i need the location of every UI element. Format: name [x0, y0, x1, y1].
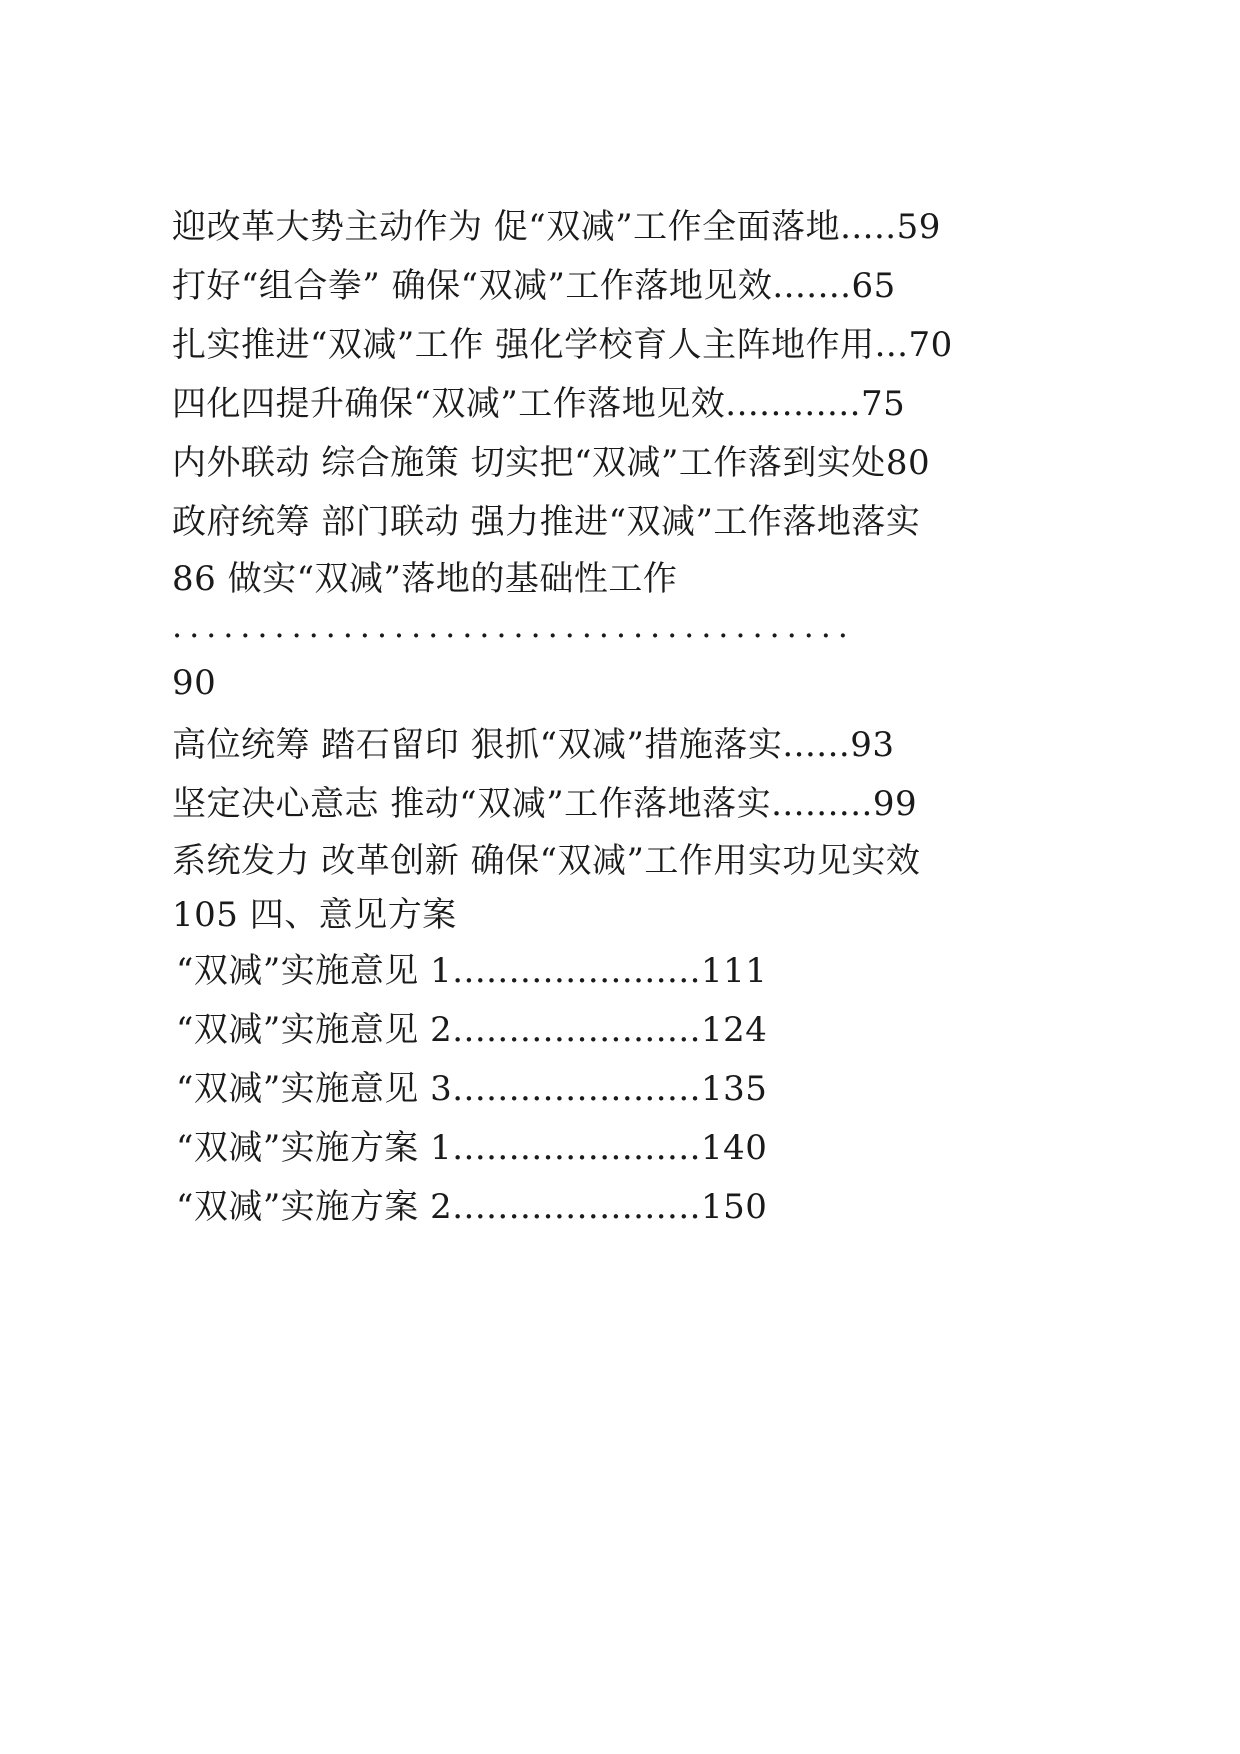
toc-entry: 高位统筹 踏石留印 狠抓“双减”措施落实......93	[172, 725, 895, 765]
toc-entry: 迎改革大势主动作为 促“双减”工作全面落地.....59	[172, 207, 941, 247]
toc-section-heading: 105 四、意见方案	[172, 895, 457, 935]
toc-entry: 扎实推进“双减”工作 强化学校育人主阵地作用...70	[172, 325, 953, 365]
toc-leader-dots: ........................................	[172, 607, 855, 645]
table-of-contents	[172, 198, 1082, 1237]
toc-entry: “双减”实施方案 2......................150	[176, 1187, 768, 1227]
toc-entry: 打好“组合拳” 确保“双减”工作落地见效.......65	[172, 266, 896, 306]
toc-entry: 政府统筹 部门联动 强力推进“双减”工作落地落实	[172, 502, 921, 542]
toc-entry: “双减”实施意见 3......................135	[176, 1069, 768, 1109]
toc-entry: 系统发力 改革创新 确保“双减”工作用实功见实效	[172, 841, 921, 881]
toc-entry: “双减”实施方案 1......................140	[176, 1128, 768, 1168]
toc-entry: 内外联动 综合施策 切实把“双减”工作落到实处80	[172, 443, 931, 483]
toc-entry: 86 做实“双减”落地的基础性工作	[172, 559, 678, 599]
toc-entry: 坚定决心意志 推动“双减”工作落地落实.........99	[172, 784, 918, 824]
toc-entry: 四化四提升确保“双减”工作落地见效............75	[172, 384, 906, 424]
toc-entry: “双减”实施意见 1......................111	[176, 951, 768, 991]
toc-page-number: 90	[172, 663, 217, 703]
toc-entry: “双减”实施意见 2......................124	[176, 1010, 768, 1050]
